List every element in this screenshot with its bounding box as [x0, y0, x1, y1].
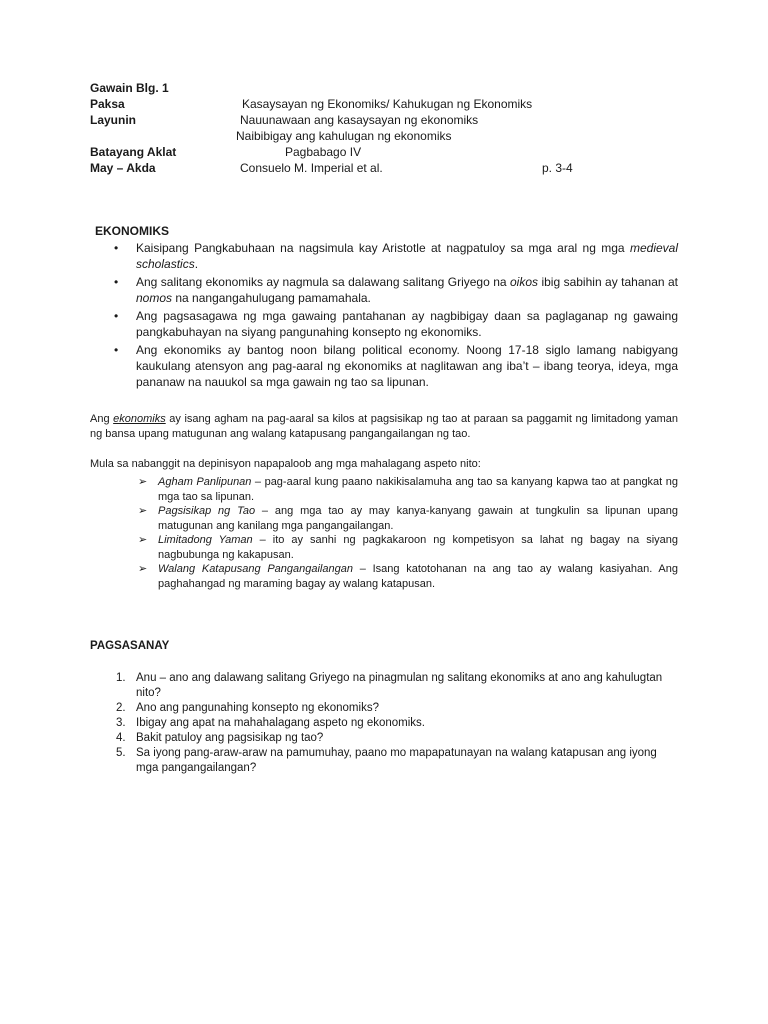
arrow-icon: ➢ [138, 563, 148, 575]
header-row-aklat [90, 144, 690, 160]
ekonomiks-term: ekonomiks [113, 413, 166, 425]
aspect-item: ➢ Pagsisikap ng Tao – ang mga tao ay may kanya-kanyang gawain at tungkulin sa lipunan upang matugunan ang kanilang mga pangangailangan. [138, 505, 678, 532]
question-item: 3. Ibigay ang apat na mahahalagang aspeto ng ekonomiks. [116, 717, 425, 729]
arrow-icon: ➢ [138, 534, 148, 546]
ekonomiks-heading: EKONOMIKS [95, 224, 170, 238]
bullet-item: • Ang ekonomiks ay bantog noon bilang political economy. Noong 17-18 siglo lamang nabigyang kaukulang atensyon ang pag-aaral ng ekonomiks at naglitawan ang iba’t – ibang teorya, ideya, mga pananaw na nauukol sa mga gawain ng tao sa lipunan. [112, 342, 678, 390]
activity-header [90, 80, 690, 176]
header-row-paksa [90, 96, 690, 112]
header-row-layunin [90, 112, 690, 128]
question-list [116, 671, 676, 776]
akda-label: May – Akda [90, 161, 156, 175]
paksa-value: Kasaysayan ng Ekonomiks/ Kahukugan ng Ekonomiks [242, 97, 533, 111]
arrow-icon: ➢ [138, 505, 148, 517]
bullet-item: • Kaisipang Pangkabuhaan na nagsimula kay Aristotle at nagpatuloy sa mga aral ng mga medieval scholastics. [112, 240, 678, 272]
ekonomiks-bullet-list [112, 240, 678, 392]
pagsasanay-heading: PAGSASANAY [90, 640, 170, 652]
page-range: p. 3-4 [542, 161, 573, 175]
header-row-akda [90, 160, 690, 176]
aspects-list [138, 475, 678, 591]
bullet-item: • Ang salitang ekonomiks ay nagmula sa dalawang salitang Griyego na oikos ibig sabihin ay tahanan at nomos na nangangahulugang pamamahala. [112, 274, 678, 306]
paksa-label: Paksa [90, 97, 125, 111]
aspect-item: ➢ Walang Katapusang Pangangailangan – Isang katotohanan na ang tao ay walang kasiyahan. Ang paghahangad ng maraming bagay ay walang katapusan. [138, 563, 678, 590]
aspect-item: ➢ Limitadong Yaman – ito ay sanhi ng pagkakaroon ng kompetisyon sa lahat ng bagay na siyang nagbubunga ng kakapusan. [138, 534, 678, 561]
layunin-value-1: Nauunawaan ang kasaysayan ng ekonomiks [240, 113, 479, 127]
layunin-value-2: Naibibigay ang kahulugan ng ekonomiks [236, 129, 452, 143]
arrow-icon: ➢ [138, 476, 148, 488]
aklat-value: Pagbabago IV [285, 145, 362, 159]
header-row-layunin-2 [90, 128, 690, 144]
question-item: 5. Sa iyong pang-araw-araw na pamumuhay, paano mo mapapatunayan na walang katapusan ang iyong mga pangangailangan? [116, 747, 657, 774]
gawain-label: Gawain Blg. 1 [90, 81, 169, 95]
question-item: 2. Ano ang pangunahing konsepto ng ekonomiks? [116, 702, 379, 714]
question-item: 1. Anu – ano ang dalawang salitang Griyego na pinagmulan ng salitang ekonomiks at ano ang kahulugtan nito? [116, 672, 663, 699]
aspect-item: ➢ Agham Panlipunan – pag-aaral kung paano nakikisalamuha ang tao sa kanyang kapwa tao at pangkat ng mga tao sa lipunan. [138, 476, 678, 503]
layunin-label: Layunin [90, 113, 137, 127]
question-item: 4. Bakit patuloy ang pagsisikap ng tao? [116, 732, 324, 744]
header-row-gawain [90, 80, 690, 96]
akda-value: Consuelo M. Imperial et al. [240, 161, 383, 175]
aspects-intro: Mula sa nabanggit na depinisyon napapaloob ang mga mahalagang aspeto nito: [90, 458, 481, 470]
definition-paragraph: Ang ekonomiks ay isang agham na pag-aaral sa kilos at pagsisikap ng tao at paraan sa paggamit ng limitadong yaman ng bansa upang matugunan ang walang katapusang pangangailangan ng tao. [90, 413, 678, 440]
aklat-label: Batayang Aklat [90, 145, 177, 159]
bullet-item: • Ang pagsasagawa ng mga gawaing pantahanan ay nagbibigay daan sa paglaganap ng gawaing pangkabuhayan na siyang pangunahing konsepto ng ekonomiks. [112, 308, 678, 340]
